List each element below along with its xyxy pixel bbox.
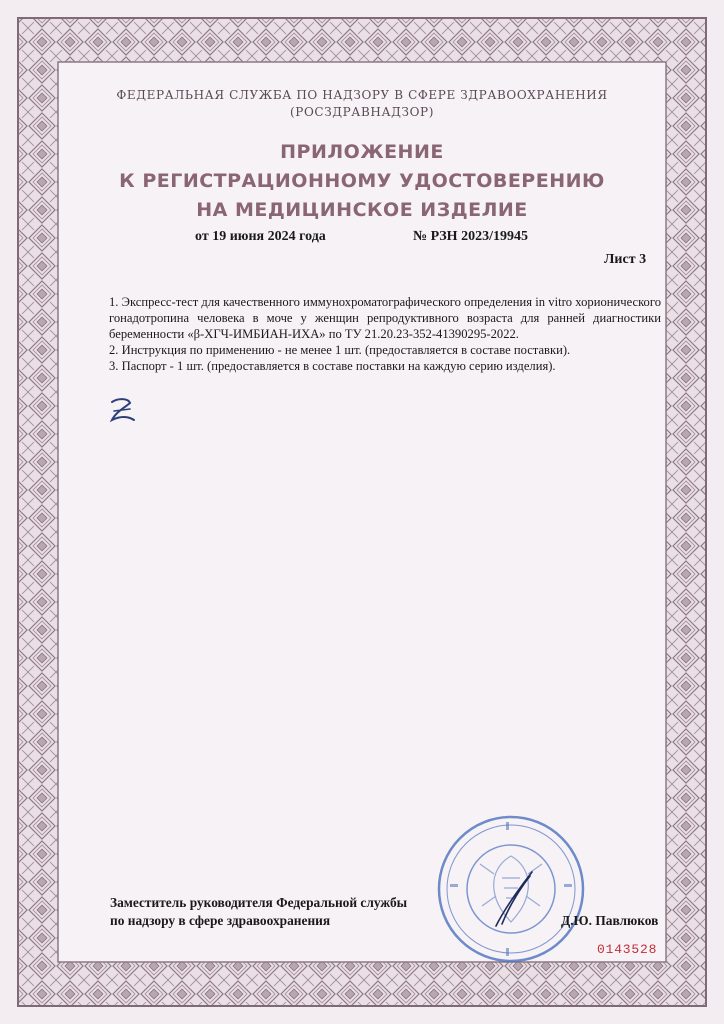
list-item: 1. Экспресс-тест для качественного иммунохроматографического определения in vitro хорионического гонадотропина человека в моче у женщин репродуктивного возраста для ранней диагностики беременности «β-ХГЧ-ИМБИАН-ИХА» по ТУ 21.20.23-352-41390295-2022.	[109, 295, 661, 341]
title-line-1: ПРИЛОЖЕНИЕ	[280, 141, 444, 163]
serial-number: 0143528	[597, 942, 658, 957]
signatory-title-line-1: Заместитель руководителя Федеральной службы	[110, 895, 408, 910]
signatory-title-line-2: по надзору в сфере здравоохранения	[110, 913, 331, 928]
sheet-number: Лист 3	[604, 252, 647, 267]
items-list	[109, 294, 661, 374]
list-item: 2. Инструкция по применению - не менее 1 шт. (предоставляется в составе поставки).	[109, 343, 571, 357]
agency-name: ФЕДЕРАЛЬНАЯ СЛУЖБА ПО НАДЗОРУ В СФЕРЕ ЗДРАВООХРАНЕНИЯ	[116, 88, 608, 102]
signatory-name: Д.Ю. Павлюков	[561, 913, 659, 928]
official-seal-icon	[436, 814, 586, 964]
list-item: 3. Паспорт - 1 шт. (предоставляется в составе поставки на каждую серию изделия).	[109, 359, 556, 373]
document-number: № РЗН 2023/19945	[413, 229, 528, 244]
title-line-2: К РЕГИСТРАЦИОННОМУ УДОСТОВЕРЕНИЮ	[119, 170, 605, 192]
title-line-3: НА МЕДИЦИНСКОЕ ИЗДЕЛИЕ	[196, 199, 528, 221]
agency-abbreviation: (РОСЗДРАВНАДЗОР)	[290, 105, 434, 119]
document-date: от 19 июня 2024 года	[195, 229, 326, 244]
handwritten-mark-icon	[106, 394, 140, 428]
